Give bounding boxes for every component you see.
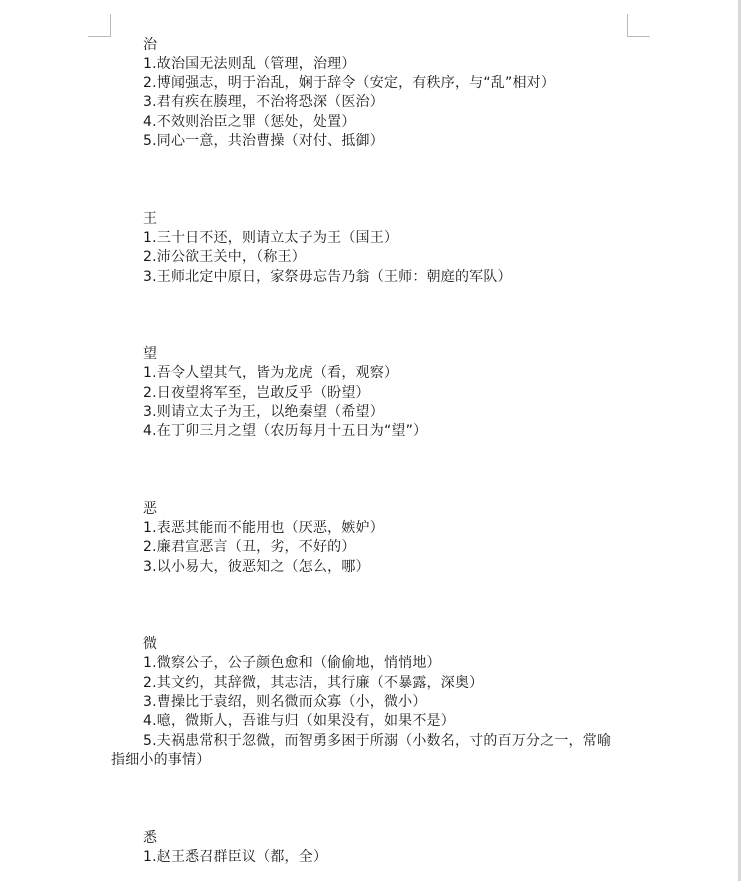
entry-line: 1.微察公子，公子颜色愈和（偷偷地，悄悄地） xyxy=(143,655,441,671)
entry-line: 2.博闻强志，明于治乱，娴于辞令（安定，有秩序，与“乱”相对） xyxy=(143,75,556,91)
entry-line: 3.曹操比于袁绍，则名微而众寡（小，微小） xyxy=(143,694,427,710)
entry-line: 1.吾令人望其气，皆为龙虎（看，观察） xyxy=(143,365,399,381)
entry-line: 2.其文约，其辞微，其志洁，其行廉（不暴露，深奥） xyxy=(143,675,484,691)
entry-line: 3.以小易大，彼恶知之（怎么，哪） xyxy=(143,559,370,575)
entry-line: 4.噫，微斯人，吾谁与归（如果没有，如果不是） xyxy=(143,713,455,729)
margin-corner-mark-right xyxy=(627,14,650,37)
entry-heading: 王 xyxy=(143,211,158,227)
entry-line: 1.赵王悉召群臣议（都，全） xyxy=(143,849,328,865)
entry-line: 3.君有疾在腠理，不治将恐深（医治） xyxy=(143,94,384,110)
entry-line: 3.则请立太子为王，以绝秦望（希望） xyxy=(143,404,384,420)
entry-heading: 望 xyxy=(143,346,158,362)
margin-corner-mark-left xyxy=(88,14,111,37)
entry-line: 2.廉君宣恶言（丑，劣，不好的） xyxy=(143,539,356,555)
entry-line: 4.在丁卯三月之望（农历每月十五日为“望”） xyxy=(143,423,428,439)
entry-line: 3.王师北定中原日，家祭毋忘告乃翁（王师：朝庭的军队） xyxy=(143,269,512,285)
entry-heading: 悉 xyxy=(143,830,158,846)
entry-heading: 微 xyxy=(143,636,158,652)
entry-heading: 治 xyxy=(143,37,158,53)
entry-line: 1.表恶其能而不能用也（厌恶，嫉妒） xyxy=(143,520,384,536)
entry-line: 5.夫祸患常积于忽微，而智勇多困于所溺（小数名，寸的百万分之一，常喻 xyxy=(143,733,612,749)
entry-line: 2.沛公欲王关中，（称王） xyxy=(143,249,306,265)
entry-line: 5.同心一意，共治曹操（对付、抵御） xyxy=(143,133,384,149)
entry-line: 4.不效则治臣之罪（惩处，处置） xyxy=(143,114,356,130)
entry-line: 2.日夜望将军至，岂敢反乎（盼望） xyxy=(143,385,370,401)
entry-heading: 恶 xyxy=(143,501,158,517)
entry-line: 1.故治国无法则乱（管理，治理） xyxy=(143,56,356,72)
entry-line: 1.三十日不还，则请立太子为王（国王） xyxy=(143,230,399,246)
entry-line-continuation: 指细小的事情） xyxy=(111,752,211,768)
